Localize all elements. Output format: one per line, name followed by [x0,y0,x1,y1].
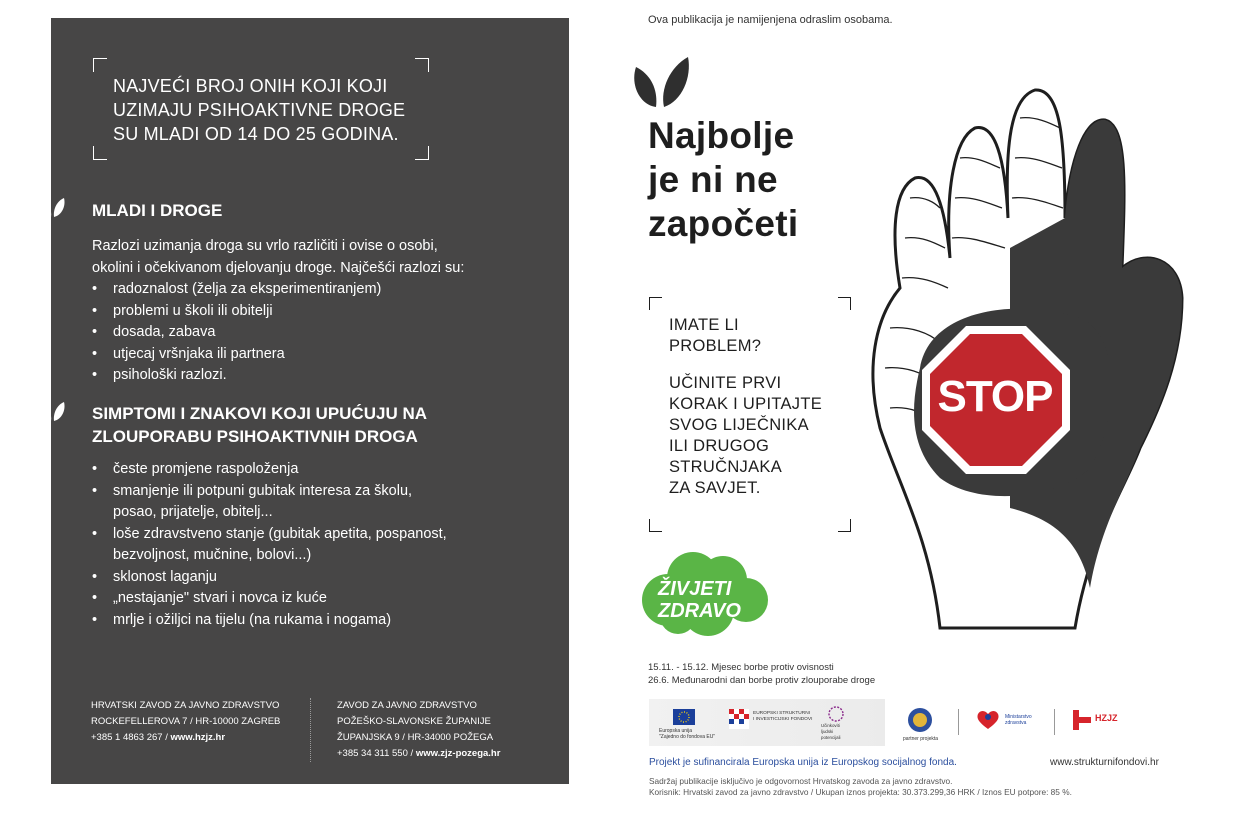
list-item: • utjecaj vršnjaka ili partnera [92,344,522,366]
strukturnifondovi-link[interactable]: www.strukturnifondovi.hr [1050,757,1159,768]
zjz-pozega-link[interactable]: www.zjz-pozega.hr [415,748,501,759]
help-callout [649,297,851,532]
corner-mark [415,58,429,72]
corner-mark [93,146,107,160]
list-item: • psihološki razlozi. [92,365,522,387]
disclaimer: Sadržaj publikacije isključivo je odgovornost Hrvatskog zavoda za javno zdravstvo. Korisnik: Hrvatski zavod za javno zdravstvo / Ukupan iznos projekta: 30.373.299,36 HRK / Iznos EU potpore: 85 %. [649,776,1072,797]
partner-caption: partner projekta [903,736,939,742]
leaf-logo-icon [630,53,692,109]
eu-caption: Europska unija "Zajedno do fondova EU" [659,728,716,740]
list-item: • „nestajanje" stvari i novca iz kuće [92,588,522,610]
corner-mark [838,297,851,310]
esf-caption: EUROPSKI STRUKTURNI I INVESTICIJSKI FONDOVI [753,711,813,722]
help-callout-text: IMATE LI PROBLEM? UČINITE PRVI KORAK I UPITAJTE SVOG LIJEČNIKA ILI DRUGOG STRUČNJAKA ZA SAVJET. [669,316,823,497]
symptoms-list [92,459,522,631]
left-panel [51,18,569,784]
leaf-icon [38,400,68,424]
reasons-list [92,279,522,387]
list-item: • smanjenje ili potpuni gubitak interesa za školu, posao, prijatelje, obitelj... [92,481,522,524]
footer-divider [310,698,311,762]
corner-mark [649,519,662,532]
funding-note: Projekt je sufinancirala Europska unija iz Europskog socijalnog fonda. [649,757,957,768]
people-icon [827,705,845,723]
eu-flag-icon [673,709,695,725]
zivjeti-zdravo-logo: ŽIVJETI ZDRAVO [638,548,773,638]
list-item: • radoznalost (želja za eksperimentiranjem) [92,279,522,301]
intro-callout-text: NAJVEĆI BROJ ONIH KOJI KOJI UZIMAJU PSIHOAKTIVNE DROGE SU MLADI OD 14 DO 25 GODINA. [113,76,406,144]
awareness-dates: 15.11. - 15.12. Mjesec borbe protiv ovisnosti 26.6. Međunarodni dan borbe protiv zlouporabe droge [648,662,876,686]
audience-note: Ova publikacija je namijenjena odraslim osobama. [648,14,893,26]
list-item: • dosada, zabava [92,322,522,344]
section-title-simptomi: SIMPTOMI I ZNAKOVI KOJI UPUĆUJU NA ZLOUPORABU PSIHOAKTIVNIH DROGA [92,404,427,446]
corner-mark [93,58,107,72]
section-intro: Razlozi uzimanja droga su vrlo različiti i ovise o osobi, okolini i očekivanom djelovanju droge. Najčešći razlozi su: [92,238,465,276]
footer-zjz-pozega: ZAVOD ZA JAVNO ZDRAVSTVO POŽEŠKO-SLAVONSKE ŽUPANIJE ŽUPANJSKA 9 / HR-34000 POŽEGA +385 34 311 550 / www.zjz-pozega.hr [337,700,501,759]
croatian-checker-icon [729,709,749,729]
corner-mark [649,297,662,310]
intro-callout [93,58,429,160]
leaf-icon [38,196,68,220]
ljudski-caption: Učinkoviti ljudski potencijali [821,723,841,740]
headline: Najbolje je ni ne započeti [648,115,799,244]
hand-stop-illustration [860,68,1200,648]
partner-seal-icon [907,707,933,733]
list-item: • problemi u školi ili obitelji [92,301,522,323]
list-item: • mrlje i ožiljci na tijelu (na rukama i nogama) [92,610,522,632]
hzjz-caption: HZJZ [1095,713,1118,723]
list-item: • loše zdravstveno stanje (gubitak apetita, pospanost, bezvoljnost, mučnine, bolovi...) [92,524,522,567]
ministry-heart-icon [976,709,1000,731]
hzjz-link[interactable]: www.hzjz.hr [170,732,226,743]
hzjz-logo-icon [1073,710,1091,730]
corner-mark [415,146,429,160]
list-item: • česte promjene raspoloženja [92,459,522,481]
footer-hzjz: HRVATSKI ZAVOD ZA JAVNO ZDRAVSTVO ROCKEFELLEROVA 7 / HR-10000 ZAGREB +385 1 4863 267 / www.hzjz.hr [91,700,281,743]
list-item: • sklonost laganju [92,567,522,589]
funding-logo-strip [649,699,1165,746]
section-title-mladi: MLADI I DROGE [92,201,223,220]
stop-sign-text: STOP [937,372,1053,421]
corner-mark [838,519,851,532]
ministry-caption: Ministarstvo zdravstva [1005,714,1032,726]
